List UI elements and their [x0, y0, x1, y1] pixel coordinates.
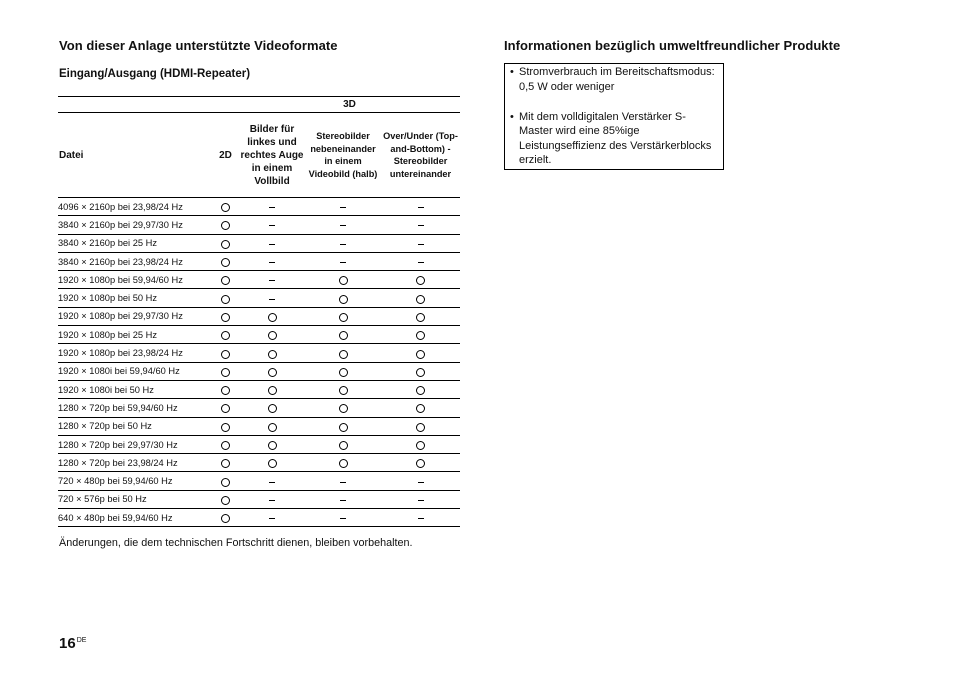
support-cell: [239, 490, 305, 508]
support-cell: [239, 399, 305, 417]
supported-circle-icon: [268, 423, 277, 432]
format-cell: 3840 × 2160p bei 23,98/24 Hz: [58, 252, 212, 270]
format-cell: 720 × 576p bei 50 Hz: [58, 490, 212, 508]
table-subheading: Eingang/Ausgang (HDMI-Repeater): [59, 68, 251, 80]
support-cell: [305, 417, 381, 435]
support-cell: [381, 490, 460, 508]
table-row: [58, 490, 460, 508]
table-row: [58, 198, 460, 216]
support-cell: [305, 399, 381, 417]
table-row: [58, 271, 460, 289]
not-supported-dash-icon: [418, 518, 424, 519]
support-cell: [212, 509, 239, 527]
header-full-frame: Bilder für linkes und rechtes Auge in einem Vollbild: [239, 113, 305, 198]
format-cell: 640 × 480p bei 59,94/60 Hz: [58, 509, 212, 527]
not-supported-dash-icon: [269, 500, 275, 501]
supported-circle-icon: [416, 276, 425, 285]
support-cell: [381, 326, 460, 344]
supported-circle-icon: [268, 350, 277, 359]
not-supported-dash-icon: [418, 207, 424, 208]
video-format-table: [58, 96, 460, 527]
support-cell: [239, 435, 305, 453]
format-cell: 1280 × 720p bei 23,98/24 Hz: [58, 454, 212, 472]
support-cell: [239, 289, 305, 307]
supported-circle-icon: [339, 423, 348, 432]
support-cell: [381, 399, 460, 417]
not-supported-dash-icon: [418, 225, 424, 226]
support-cell: [305, 252, 381, 270]
table-row: [58, 399, 460, 417]
supported-circle-icon: [221, 331, 230, 340]
format-cell: 1920 × 1080i bei 59,94/60 Hz: [58, 362, 212, 380]
not-supported-dash-icon: [340, 244, 346, 245]
not-supported-dash-icon: [340, 225, 346, 226]
support-cell: [305, 234, 381, 252]
eco-list-item: • Mit dem volldigitalen Verstärker S-Master wird eine 85%ige Leistungseffizienz des Verstärkerblocks erzielt.: [510, 110, 712, 167]
table-row: [58, 417, 460, 435]
supported-circle-icon: [416, 350, 425, 359]
support-cell: [239, 417, 305, 435]
bullet-icon: •: [510, 66, 514, 78]
support-cell: [305, 307, 381, 325]
support-cell: [381, 234, 460, 252]
not-supported-dash-icon: [269, 225, 275, 226]
not-supported-dash-icon: [269, 280, 275, 281]
supported-circle-icon: [416, 313, 425, 322]
not-supported-dash-icon: [340, 482, 346, 483]
support-cell: [212, 344, 239, 362]
support-cell: [305, 198, 381, 216]
section-heading-eco: Informationen bezüglich umweltfreundlicher Produkte: [504, 38, 841, 53]
format-cell: 1280 × 720p bei 29,97/30 Hz: [58, 435, 212, 453]
support-cell: [305, 271, 381, 289]
table-row: [58, 362, 460, 380]
support-cell: [381, 216, 460, 234]
not-supported-dash-icon: [269, 482, 275, 483]
supported-circle-icon: [268, 459, 277, 468]
not-supported-dash-icon: [269, 518, 275, 519]
table-row: [58, 435, 460, 453]
support-cell: [381, 362, 460, 380]
support-cell: [381, 198, 460, 216]
supported-circle-icon: [221, 313, 230, 322]
support-cell: [305, 472, 381, 490]
support-cell: [239, 252, 305, 270]
support-cell: [305, 362, 381, 380]
format-cell: 3840 × 2160p bei 29,97/30 Hz: [58, 216, 212, 234]
support-cell: [212, 252, 239, 270]
table-row: [58, 216, 460, 234]
not-supported-dash-icon: [269, 244, 275, 245]
format-cell: 1920 × 1080p bei 59,94/60 Hz: [58, 271, 212, 289]
support-cell: [239, 509, 305, 527]
header-file: Datei: [58, 113, 212, 198]
supported-circle-icon: [221, 423, 230, 432]
section-heading-video-formats: Von dieser Anlage unterstützte Videoformate: [59, 38, 338, 53]
support-cell: [305, 509, 381, 527]
supported-circle-icon: [339, 368, 348, 377]
table-row: [58, 289, 460, 307]
support-cell: [381, 271, 460, 289]
table-row: [58, 307, 460, 325]
supported-circle-icon: [221, 240, 230, 249]
supported-circle-icon: [339, 350, 348, 359]
supported-circle-icon: [221, 276, 230, 285]
support-cell: [239, 326, 305, 344]
support-cell: [305, 435, 381, 453]
supported-circle-icon: [221, 295, 230, 304]
supported-circle-icon: [268, 331, 277, 340]
supported-circle-icon: [221, 496, 230, 505]
support-cell: [239, 454, 305, 472]
eco-list-item: • Stromverbrauch im Bereitschaftsmodus: 0,5 W oder weniger: [510, 66, 715, 93]
support-cell: [212, 417, 239, 435]
support-cell: [381, 417, 460, 435]
support-cell: [305, 380, 381, 398]
support-cell: [305, 344, 381, 362]
format-cell: 1920 × 1080p bei 29,97/30 Hz: [58, 307, 212, 325]
support-cell: [212, 307, 239, 325]
not-supported-dash-icon: [418, 482, 424, 483]
not-supported-dash-icon: [418, 500, 424, 501]
supported-circle-icon: [339, 386, 348, 395]
supported-circle-icon: [221, 203, 230, 212]
format-cell: 1280 × 720p bei 59,94/60 Hz: [58, 399, 212, 417]
supported-circle-icon: [221, 514, 230, 523]
page-number: 16DE: [59, 635, 87, 652]
supported-circle-icon: [339, 459, 348, 468]
supported-circle-icon: [416, 331, 425, 340]
support-cell: [381, 472, 460, 490]
format-cell: 4096 × 2160p bei 23,98/24 Hz: [58, 198, 212, 216]
support-cell: [239, 344, 305, 362]
not-supported-dash-icon: [340, 262, 346, 263]
support-cell: [381, 380, 460, 398]
supported-circle-icon: [221, 459, 230, 468]
support-cell: [212, 234, 239, 252]
supported-circle-icon: [221, 478, 230, 487]
format-cell: 1920 × 1080p bei 50 Hz: [58, 289, 212, 307]
format-cell: 3840 × 2160p bei 25 Hz: [58, 234, 212, 252]
support-cell: [212, 326, 239, 344]
supported-circle-icon: [268, 313, 277, 322]
supported-circle-icon: [268, 404, 277, 413]
format-cell: 1920 × 1080i bei 50 Hz: [58, 380, 212, 398]
supported-circle-icon: [416, 295, 425, 304]
support-cell: [381, 344, 460, 362]
header-top-bottom: Over/Under (Top-and-Bottom) - Stereobilder untereinander: [381, 113, 460, 198]
format-cell: 1920 × 1080p bei 23,98/24 Hz: [58, 344, 212, 362]
support-cell: [305, 216, 381, 234]
supported-circle-icon: [416, 386, 425, 395]
supported-circle-icon: [416, 459, 425, 468]
support-cell: [212, 472, 239, 490]
supported-circle-icon: [221, 368, 230, 377]
support-cell: [212, 490, 239, 508]
format-cell: 1920 × 1080p bei 25 Hz: [58, 326, 212, 344]
support-cell: [239, 198, 305, 216]
support-cell: [212, 399, 239, 417]
table-row: [58, 454, 460, 472]
support-cell: [239, 307, 305, 325]
support-cell: [212, 216, 239, 234]
support-cell: [212, 380, 239, 398]
support-cell: [305, 454, 381, 472]
table-row: [58, 326, 460, 344]
table-row: [58, 472, 460, 490]
supported-circle-icon: [221, 221, 230, 230]
supported-circle-icon: [339, 313, 348, 322]
supported-circle-icon: [416, 423, 425, 432]
support-cell: [305, 490, 381, 508]
support-cell: [305, 289, 381, 307]
not-supported-dash-icon: [418, 262, 424, 263]
support-cell: [239, 271, 305, 289]
footnote: Änderungen, die dem technischen Fortschritt dienen, bleiben vorbehalten.: [59, 537, 413, 549]
support-cell: [239, 380, 305, 398]
support-cell: [381, 289, 460, 307]
not-supported-dash-icon: [340, 518, 346, 519]
support-cell: [212, 362, 239, 380]
supported-circle-icon: [268, 368, 277, 377]
table-row: [58, 252, 460, 270]
support-cell: [239, 362, 305, 380]
supported-circle-icon: [268, 386, 277, 395]
support-cell: [212, 454, 239, 472]
support-cell: [212, 271, 239, 289]
language-code: DE: [76, 637, 87, 644]
support-cell: [381, 454, 460, 472]
supported-circle-icon: [416, 441, 425, 450]
supported-circle-icon: [221, 404, 230, 413]
supported-circle-icon: [339, 404, 348, 413]
support-cell: [305, 326, 381, 344]
format-cell: 720 × 480p bei 59,94/60 Hz: [58, 472, 212, 490]
support-cell: [381, 252, 460, 270]
supported-circle-icon: [339, 276, 348, 285]
not-supported-dash-icon: [269, 262, 275, 263]
supported-circle-icon: [339, 331, 348, 340]
not-supported-dash-icon: [340, 207, 346, 208]
table-row: [58, 344, 460, 362]
supported-circle-icon: [221, 441, 230, 450]
supported-circle-icon: [339, 441, 348, 450]
support-cell: [212, 435, 239, 453]
not-supported-dash-icon: [269, 207, 275, 208]
support-cell: [239, 216, 305, 234]
support-cell: [212, 198, 239, 216]
not-supported-dash-icon: [418, 244, 424, 245]
supported-circle-icon: [416, 368, 425, 377]
table-row: [58, 380, 460, 398]
support-cell: [239, 472, 305, 490]
supported-circle-icon: [339, 295, 348, 304]
supported-circle-icon: [221, 350, 230, 359]
not-supported-dash-icon: [340, 500, 346, 501]
header-2d: 2D: [212, 113, 239, 198]
table-row: [58, 234, 460, 252]
eco-info-box: [504, 63, 724, 170]
support-cell: [381, 509, 460, 527]
header-3d: 3D: [239, 97, 460, 113]
supported-circle-icon: [268, 441, 277, 450]
not-supported-dash-icon: [269, 299, 275, 300]
supported-circle-icon: [416, 404, 425, 413]
header-side-by-side: Stereobilder nebeneinander in einem Videobild (halb): [305, 113, 381, 198]
bullet-icon: •: [510, 110, 514, 123]
support-cell: [381, 307, 460, 325]
support-cell: [381, 435, 460, 453]
supported-circle-icon: [221, 386, 230, 395]
support-cell: [212, 289, 239, 307]
table-row: [58, 509, 460, 527]
format-cell: 1280 × 720p bei 50 Hz: [58, 417, 212, 435]
supported-circle-icon: [221, 258, 230, 267]
support-cell: [239, 234, 305, 252]
